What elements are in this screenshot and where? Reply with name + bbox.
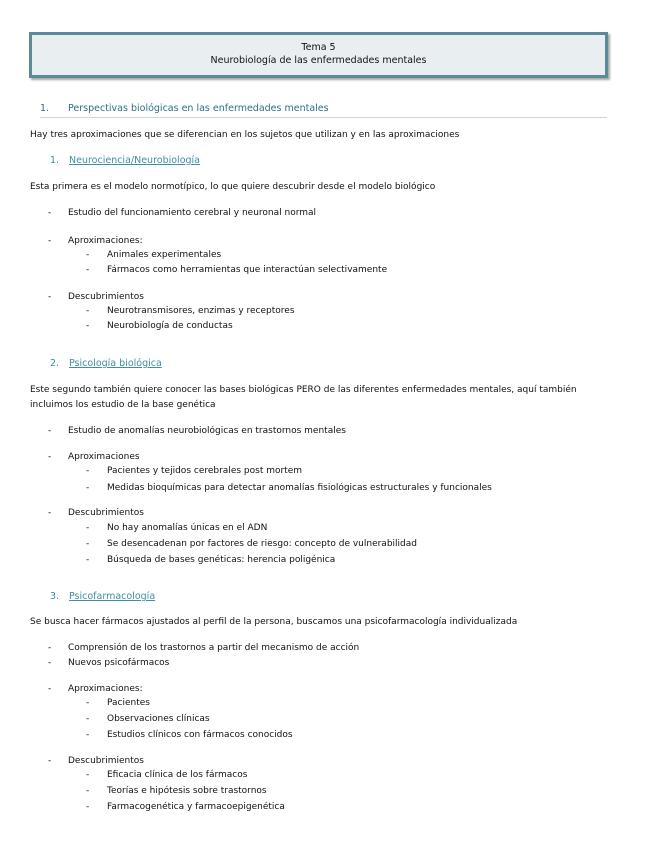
- list-item: - Nuevos psicofármacos: [48, 658, 170, 668]
- sub-list-item: - Eficacia clínica de los fármacos: [86, 770, 248, 780]
- list-item: - Aproximaciones:: [48, 236, 143, 246]
- subsection-title: Psicología biológica: [69, 358, 162, 369]
- sub-list-item: - Farmacogenética y farmacoepigenética: [86, 802, 285, 812]
- sub-list-item: - Pacientes y tejidos cerebrales post mortem: [86, 466, 303, 476]
- sub-list-item: - Neurobiología de conductas: [86, 321, 233, 331]
- subsection-title: Psicofarmacología: [69, 591, 156, 602]
- topic-title: Neurobiología de las enfermedades mentales: [210, 55, 427, 66]
- subsection-heading-1: [50, 155, 200, 166]
- subsection-number: 2.: [50, 358, 60, 369]
- list-item: - Comprensión de los trastornos a partir del mecanismo de acción: [48, 643, 360, 653]
- list-item: - Descubrimientos: [48, 508, 144, 518]
- subsection-number: 1.: [50, 155, 60, 166]
- list-item: - Aproximaciones: [48, 452, 140, 462]
- subsection-title: Neurociencia/Neurobiología: [69, 155, 201, 166]
- sub-list-item: - Teorías e hipótesis sobre trastornos: [86, 786, 267, 796]
- sub-list-item: - Se desencadenan por factores de riesgo: concepto de vulnerabilidad: [86, 539, 417, 549]
- sub-list-item: - Búsqueda de bases genéticas: herencia poligénica: [86, 555, 336, 565]
- intro-paragraph: Hay tres aproximaciones que se diferencian en los sujetos que utilizan y en las aproximaciones: [30, 130, 460, 140]
- title-box: [29, 32, 608, 78]
- list-item: - Descubrimientos: [48, 756, 144, 766]
- subsection-number: 3.: [50, 591, 60, 602]
- sub-list-item: - No hay anomalías únicas en el ADN: [86, 523, 268, 533]
- section-title: Perspectivas biológicas en las enfermedades mentales: [68, 103, 329, 114]
- sub-list-item: - Neurotransmisores, enzimas y receptores: [86, 306, 295, 316]
- sub-list-item: - Pacientes: [86, 698, 150, 708]
- list-item: - Estudio del funcionamiento cerebral y neuronal normal: [48, 208, 317, 218]
- subsection-heading-2: [50, 358, 162, 369]
- sub-list-item: - Medidas bioquímicas para detectar anomalías fisiológicas estructurales y funcionales: [86, 483, 492, 493]
- section-heading: [40, 103, 607, 118]
- sub-list-item: - Fármacos como herramientas que interactúan selectivamente: [86, 265, 388, 275]
- subsection-heading-3: [50, 591, 155, 602]
- sub-list-item: - Animales experimentales: [86, 250, 222, 260]
- sub-list-item: - Estudios clínicos con fármacos conocidos: [86, 730, 293, 740]
- section-number: 1.: [40, 103, 50, 114]
- list-item: - Estudio de anomalías neurobiológicas en trastornos mentales: [48, 426, 346, 436]
- list-item: - Aproximaciones:: [48, 684, 143, 694]
- sub-list-item: - Observaciones clínicas: [86, 714, 210, 724]
- subsection-2-paragraph: Este segundo también quiere conocer las bases biológicas PERO de las diferentes enfermedades mentales, aquí también incluimos los estudio de la base genética: [30, 385, 577, 410]
- list-item: - Descubrimientos: [48, 292, 144, 302]
- topic-number: Tema 5: [301, 42, 336, 53]
- subsection-1-paragraph: Esta primera es el modelo normotípico, lo que quiere descubrir desde el modelo biológico: [30, 182, 436, 192]
- subsection-3-paragraph: Se busca hacer fármacos ajustados al perfil de la persona, buscamos una psicofarmacología individualizada: [30, 617, 518, 627]
